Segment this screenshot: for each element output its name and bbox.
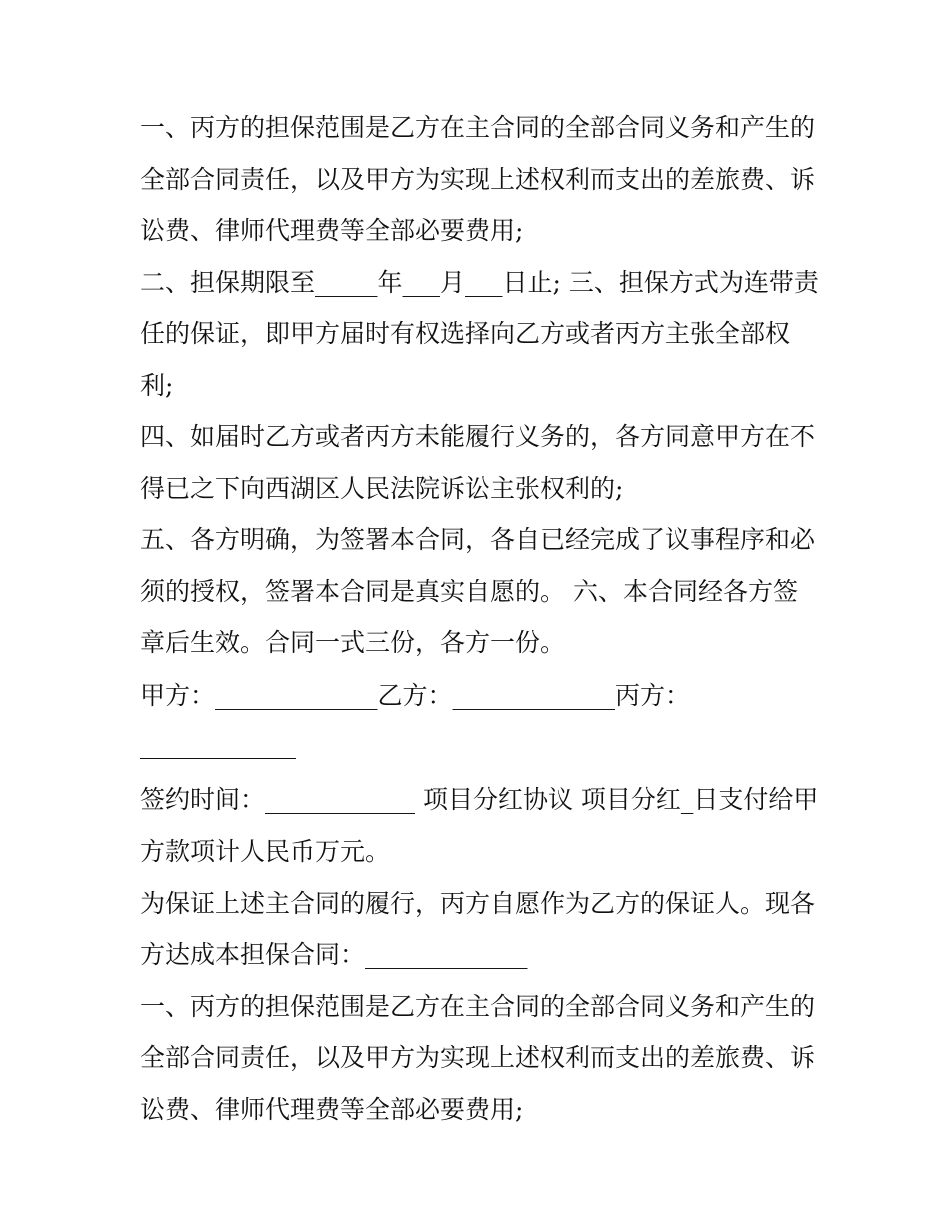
text-line: 一、丙方的担保范围是乙方在主合同的全部合同义务和产生的: [140, 991, 816, 1021]
text-line: 一、丙方的担保范围是乙方在主合同的全部合同义务和产生的: [140, 113, 816, 142]
text-line: 为保证上述主合同的履行，丙方自愿作为乙方的保证人。现各: [140, 888, 816, 918]
text-line: 全部合同责任，以及甲方为实现上述权利而支出的差旅费、诉: [140, 1043, 816, 1072]
text-line: 须的授权，签署本合同是真实自愿的。 六、本合同经各方签: [140, 576, 798, 606]
signature-blank: [140, 722, 820, 774]
contract-text: [140, 102, 820, 1135]
signature-line: 甲方：_____________乙方：_____________丙方：: [140, 680, 691, 710]
text-line: 方款项计人民币万元。: [140, 837, 391, 866]
text-line: 利;: [140, 370, 174, 400]
text-line: 得已之下向西湖区人民法院诉讼主张权利的;: [140, 473, 624, 503]
text-line: 任的保证，即甲方届时有权选择向乙方或者丙方主张全部权: [140, 319, 791, 348]
text-line: 讼费、律师代理费等全部必要费用;: [140, 1094, 524, 1124]
signature-underline: [140, 758, 296, 759]
text-line: 方达成本担保合同：_____________: [140, 940, 528, 969]
text-line: 全部合同责任，以及甲方为实现上述权利而支出的差旅费、诉: [140, 164, 816, 194]
text-line: 签约时间：____________ 项目分红协议 项目分红_日支付给甲: [140, 785, 819, 814]
text-line: 讼费、律师代理费等全部必要费用;: [140, 216, 524, 245]
text-line: 章后生效。合同一式三份，各方一份。: [140, 628, 566, 657]
text-line: 二、担保期限至_____年___月___日止; 三、担保方式为连带责: [140, 267, 819, 297]
text-line: 四、如届时乙方或者丙方未能履行义务的，各方同意甲方在不: [140, 422, 816, 451]
text-line: 五、各方明确，为签署本合同，各自已经完成了议事程序和必: [140, 525, 816, 554]
